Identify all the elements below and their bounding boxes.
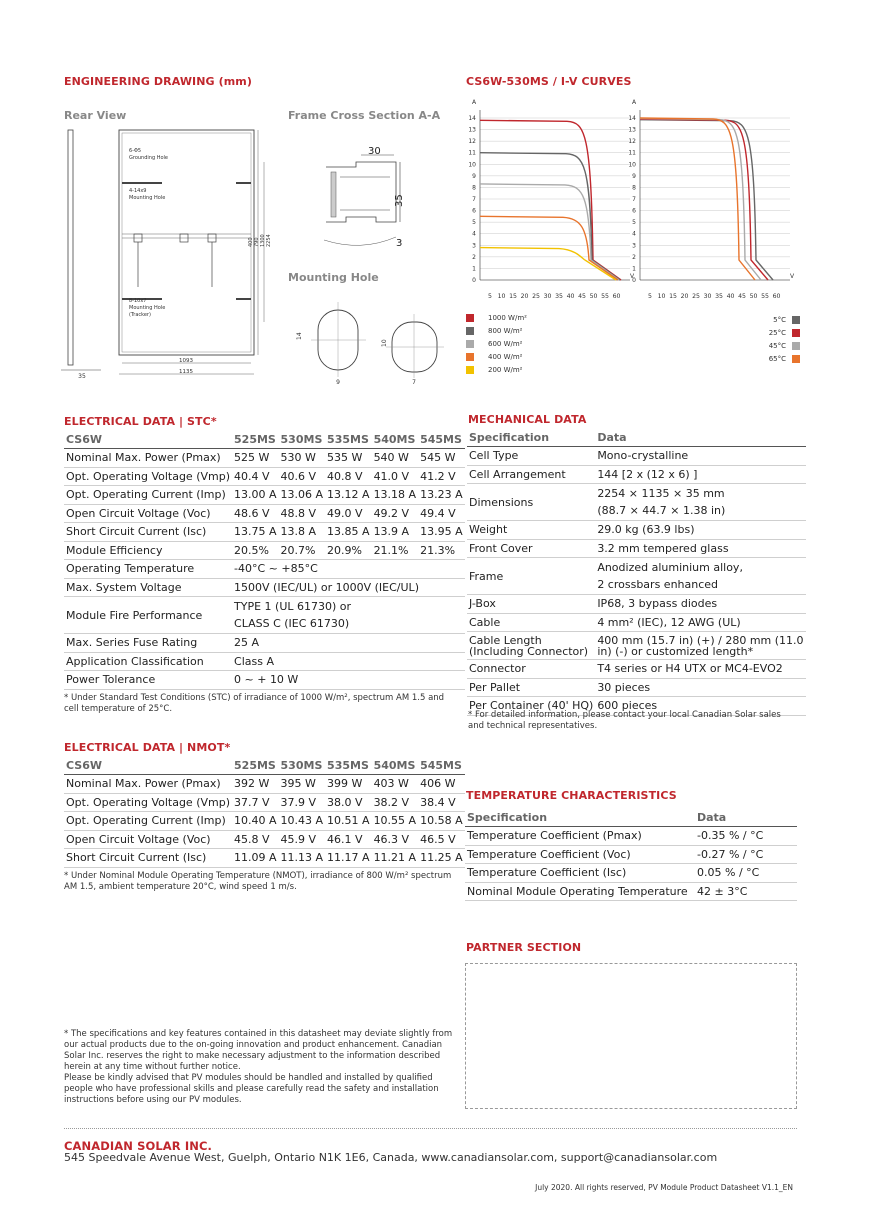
x-tick-label: 60 [612, 293, 621, 300]
temperature-table [465, 808, 797, 901]
legend-item: 1000 W/m² [466, 311, 546, 324]
y-tick-label: 12 [468, 138, 476, 146]
table-row: Weight 29.0 kg (63.9 lbs) [467, 521, 806, 540]
axis-v-label: V [790, 273, 795, 280]
y-tick-label: 5 [632, 219, 636, 227]
x-tick-label: 30 [703, 293, 712, 300]
x-tick-label: 40 [566, 293, 575, 300]
svg-text:1300: 1300 [260, 234, 266, 247]
table-row: Opt. Operating Voltage (Vmp) 37.7 V 37.9 V 38.0 V 38.2 V 38.4 V [64, 793, 465, 812]
y-tick-label: 6 [472, 207, 476, 215]
y-tick-label: 12 [628, 138, 636, 146]
y-tick-label: 11 [628, 149, 636, 157]
y-tick-label: 13 [468, 126, 476, 134]
table-row: Cable 4 mm² (IEC), 12 AWG (UL) [467, 613, 806, 632]
table-header: Specification Data [467, 428, 806, 447]
stc-title: ELECTRICAL DATA | STC* [64, 415, 217, 428]
dim-35: 35 [78, 373, 86, 380]
disclaimer-spec: * The specifications and key features contained in this datasheet may deviate slightly from our actual products due to the on-going innovation and product enhancement. Canadian Solar Inc. reserves the right to make necessary adjustment to the information described herein at any time without further notice. [64, 1029, 453, 1072]
legend-swatch [466, 314, 474, 322]
legend-swatch [792, 355, 800, 363]
y-tick-label: 7 [632, 196, 636, 203]
y-tick-label: 9 [472, 172, 476, 180]
y-tick-label: 13 [628, 126, 636, 134]
legend-item: 65°C [740, 352, 800, 365]
company-name: CANADIAN SOLAR INC. [64, 1139, 212, 1153]
svg-text:(Tracker): (Tracker) [129, 312, 151, 318]
nmot-note: * Under Nominal Module Operating Temperature (NMOT), irradiance of 800 W/m² spectrum AM 1.5, ambient temperature 20°C, wind speed 1 m/s. [64, 871, 452, 892]
x-tick-label: 10 [497, 293, 506, 300]
iv-curves-chart [456, 92, 796, 312]
svg-text:8-10x7: 8-10x7 [129, 298, 147, 304]
svg-text:1093: 1093 [179, 358, 193, 364]
mounting-hole-label: Mounting Hole [288, 271, 379, 284]
temperature-title: TEMPERATURE CHARACTERISTICS [466, 789, 677, 802]
x-tick-label: 45 [738, 293, 746, 300]
svg-text:1135: 1135 [179, 369, 193, 375]
y-tick-label: 8 [472, 184, 476, 192]
temperature-curve-2 [640, 119, 761, 280]
svg-text:14: 14 [296, 332, 303, 340]
table-row: Nominal Module Operating Temperature 42 ± 3°C [465, 882, 797, 901]
x-tick-label: 20 [680, 293, 689, 300]
x-tick-label: 35 [555, 293, 563, 300]
table-row: Dimensions 2254 × 1135 × 35 mm (88.7 × 44.7 × 1.38 in) [467, 484, 806, 521]
table-row: Temperature Coefficient (Voc) -0.27 % / °C [465, 845, 797, 864]
x-tick-label: 35 [715, 293, 723, 300]
nmot-table [64, 756, 465, 868]
table-row: Max. System Voltage 1500V (IEC/UL) or 1000V (IEC/UL) [64, 578, 465, 597]
legend-item: 400 W/m² [466, 350, 546, 363]
legend-swatch [466, 327, 474, 335]
svg-text:10: 10 [381, 339, 388, 347]
axis-a-label: A [472, 99, 477, 106]
svg-text:Mounting Hole: Mounting Hole [129, 305, 166, 311]
table-row: Short Circuit Current (Isc) 11.09 A 11.13 A 11.17 A 11.21 A 11.25 A [64, 849, 465, 868]
cross-section-label: Frame Cross Section A-A [288, 109, 441, 122]
x-tick-label: 50 [589, 293, 598, 300]
y-tick-label: 8 [632, 184, 636, 192]
rear-view-label: Rear View [64, 109, 127, 122]
y-tick-label: 9 [632, 172, 636, 180]
legend-swatch [466, 353, 474, 361]
table-header: CS6W 525MS 530MS 535MS 540MS 545MS [64, 430, 465, 449]
legend-swatch [792, 342, 800, 350]
x-tick-label: 60 [772, 293, 781, 300]
y-tick-label: 2 [632, 253, 636, 261]
x-tick-label: 10 [657, 293, 666, 300]
legend-swatch [792, 316, 800, 324]
legend-item: 5°C [740, 313, 800, 326]
x-tick-label: 15 [669, 293, 677, 300]
svg-text:Mounting Hole: Mounting Hole [129, 195, 166, 201]
rear-view-frame [119, 130, 254, 355]
y-tick-label: 14 [628, 115, 636, 122]
disclaimer-safety: Please be kindly advised that PV modules should be handled and installed by qualified people who have professional skills and please carefully read the safety and installation instructions before using our PV modules. [64, 1073, 439, 1105]
mechanical-table [467, 428, 806, 716]
table-row: Connector T4 series or H4 UTX or MC4-EVO2 [467, 660, 806, 679]
axis-a-label: A [632, 99, 637, 106]
table-row: Short Circuit Current (Isc) 13.75 A 13.8 A 13.85 A 13.9 A 13.95 A [64, 523, 465, 542]
table-row: Module Fire Performance TYPE 1 (UL 61730) or CLASS C (IEC 61730) [64, 597, 465, 634]
disclaimer [64, 1029, 456, 1106]
irradiance-curve-0 [480, 120, 621, 280]
table-row: Front Cover 3.2 mm tempered glass [467, 539, 806, 558]
y-tick-label: 4 [632, 230, 636, 238]
table-row: Application Classification Class A [64, 652, 465, 671]
svg-text:790: 790 [254, 237, 260, 247]
legend-item: 800 W/m² [466, 324, 546, 337]
table-row: Opt. Operating Current (Imp) 10.40 A 10.43 A 10.51 A 10.55 A 10.58 A [64, 812, 465, 831]
y-tick-label: 4 [472, 230, 476, 238]
y-tick-label: 14 [468, 115, 476, 122]
legend-item: 200 W/m² [466, 363, 546, 376]
table-row: Open Circuit Voltage (Voc) 48.6 V 48.8 V 49.0 V 49.2 V 49.4 V [64, 504, 465, 523]
mechanical-note: * For detailed information, please contact your local Canadian Solar sales and technical representatives. [468, 710, 781, 731]
table-row: Per Pallet 30 pieces [467, 678, 806, 697]
footer-divider [64, 1128, 797, 1129]
table-row: Open Circuit Voltage (Voc) 45.8 V 45.9 V 46.1 V 46.3 V 46.5 V [64, 830, 465, 849]
svg-text:4-14x9: 4-14x9 [129, 188, 147, 194]
table-row: Opt. Operating Voltage (Vmp) 40.4 V 40.6 V 40.8 V 41.0 V 41.2 V [64, 467, 465, 486]
table-row: Nominal Max. Power (Pmax) 392 W 395 W 399 W 403 W 406 W [64, 775, 465, 794]
x-tick-label: 55 [761, 293, 769, 300]
y-tick-label: 10 [468, 161, 476, 169]
axis-v-label: V [630, 273, 635, 280]
y-tick-label: 1 [472, 265, 476, 273]
svg-text:35: 35 [394, 194, 405, 207]
x-tick-label: 45 [578, 293, 586, 300]
table-row: Operating Temperature -40°C ~ +85°C [64, 560, 465, 579]
y-tick-label: 3 [632, 242, 636, 250]
y-tick-label: 6 [632, 207, 636, 215]
svg-text:2254: 2254 [266, 234, 272, 247]
svg-text:6-Φ5: 6-Φ5 [129, 148, 142, 154]
y-tick-label: 11 [468, 149, 476, 157]
table-row: Module Efficiency 20.5% 20.7% 20.9% 21.1% 21.3% [64, 541, 465, 560]
x-tick-label: 50 [749, 293, 758, 300]
legend-item: 25°C [740, 326, 800, 339]
x-tick-label: 25 [692, 293, 700, 300]
y-tick-label: 1 [632, 265, 636, 273]
nmot-title: ELECTRICAL DATA | NMOT* [64, 741, 231, 754]
temperature-curve-0 [640, 120, 773, 280]
mechanical-title: MECHANICAL DATA [468, 413, 587, 426]
frame-cross-section [324, 146, 405, 249]
mounting-hole-drawing [296, 302, 444, 386]
table-row: Cable Length (Including Connector) 400 mm (15.7 in) (+) / 280 mm (11.0 in) (-) or customized length* [469, 633, 804, 658]
y-tick-label: 0 [472, 277, 476, 284]
table-row: Power Tolerance 0 ~ + 10 W [64, 671, 465, 690]
table-row: Temperature Coefficient (Isc) 0.05 % / °C [465, 864, 797, 883]
y-tick-label: 7 [472, 196, 476, 203]
stc-table [64, 430, 465, 690]
table-row: Temperature Coefficient (Pmax) -0.35 % / °C [465, 827, 797, 846]
svg-text:9: 9 [336, 379, 340, 386]
svg-text:400: 400 [248, 237, 254, 247]
legend-swatch [792, 329, 800, 337]
y-tick-label: 0 [632, 277, 636, 284]
svg-text:Grounding Hole: Grounding Hole [129, 155, 168, 161]
x-tick-label: 25 [532, 293, 540, 300]
legend-swatch [466, 366, 474, 374]
iv-legend-temperature [740, 313, 800, 365]
table-row: J-Box IP68, 3 bypass diodes [467, 595, 806, 614]
stc-note: * Under Standard Test Conditions (STC) of irradiance of 1000 W/m², spectrum AM 1.5 and cell temperature of 25°C. [64, 693, 445, 714]
x-tick-label: 55 [601, 293, 609, 300]
x-tick-label: 30 [543, 293, 552, 300]
iv-curves-title: CS6W-530MS / I-V CURVES [466, 75, 632, 88]
table-row: Cell Arrangement 144 [2 x (12 x 6) ] [467, 465, 806, 484]
table-row: Max. Series Fuse Rating 25 A [64, 634, 465, 653]
module-side-profile [68, 130, 73, 365]
y-tick-label: 5 [472, 219, 476, 227]
x-tick-label: 20 [520, 293, 529, 300]
table-header: CS6W 525MS 530MS 535MS 540MS 545MS [64, 756, 465, 775]
table-header: Specification Data [465, 808, 797, 827]
partner-title: PARTNER SECTION [466, 941, 582, 954]
table-row: Per Container (40' HQ) 600 pieces [467, 697, 806, 716]
table-row: Cell Type Mono-crystalline [467, 447, 806, 466]
table-row: Opt. Operating Current (Imp) 13.00 A 13.06 A 13.12 A 13.18 A 13.23 A [64, 486, 465, 505]
y-tick-label: 2 [472, 253, 476, 261]
legend-item: 45°C [740, 339, 800, 352]
x-tick-label: 40 [726, 293, 735, 300]
x-tick-label: 5 [648, 293, 652, 300]
table-row: Frame Anodized aluminium alloy, 2 crossbars enhanced [467, 558, 806, 595]
svg-text:7: 7 [412, 379, 416, 386]
svg-text:3: 3 [396, 238, 403, 249]
legend-item: 600 W/m² [466, 337, 546, 350]
table-row: Nominal Max. Power (Pmax) 525 W 530 W 535 W 540 W 545 W [64, 449, 465, 468]
y-tick-label: 3 [472, 242, 476, 250]
x-tick-label: 15 [509, 293, 517, 300]
partner-box [465, 963, 797, 1109]
x-tick-label: 5 [488, 293, 492, 300]
engineering-drawing-title: ENGINEERING DRAWING (mm) [64, 75, 252, 88]
company-address: 545 Speedvale Avenue West, Guelph, Ontario N1K 1E6, Canada, www.canadiansolar.com, support@canadiansolar.com [64, 1151, 718, 1164]
legend-swatch [466, 340, 474, 348]
iv-legend-irradiance [466, 311, 546, 376]
svg-text:30: 30 [368, 146, 381, 157]
y-tick-label: 10 [628, 161, 636, 169]
rights-statement: July 2020. All rights reserved, PV Module Product Datasheet V1.1_EN [535, 1183, 793, 1192]
engineering-drawing [56, 122, 456, 392]
